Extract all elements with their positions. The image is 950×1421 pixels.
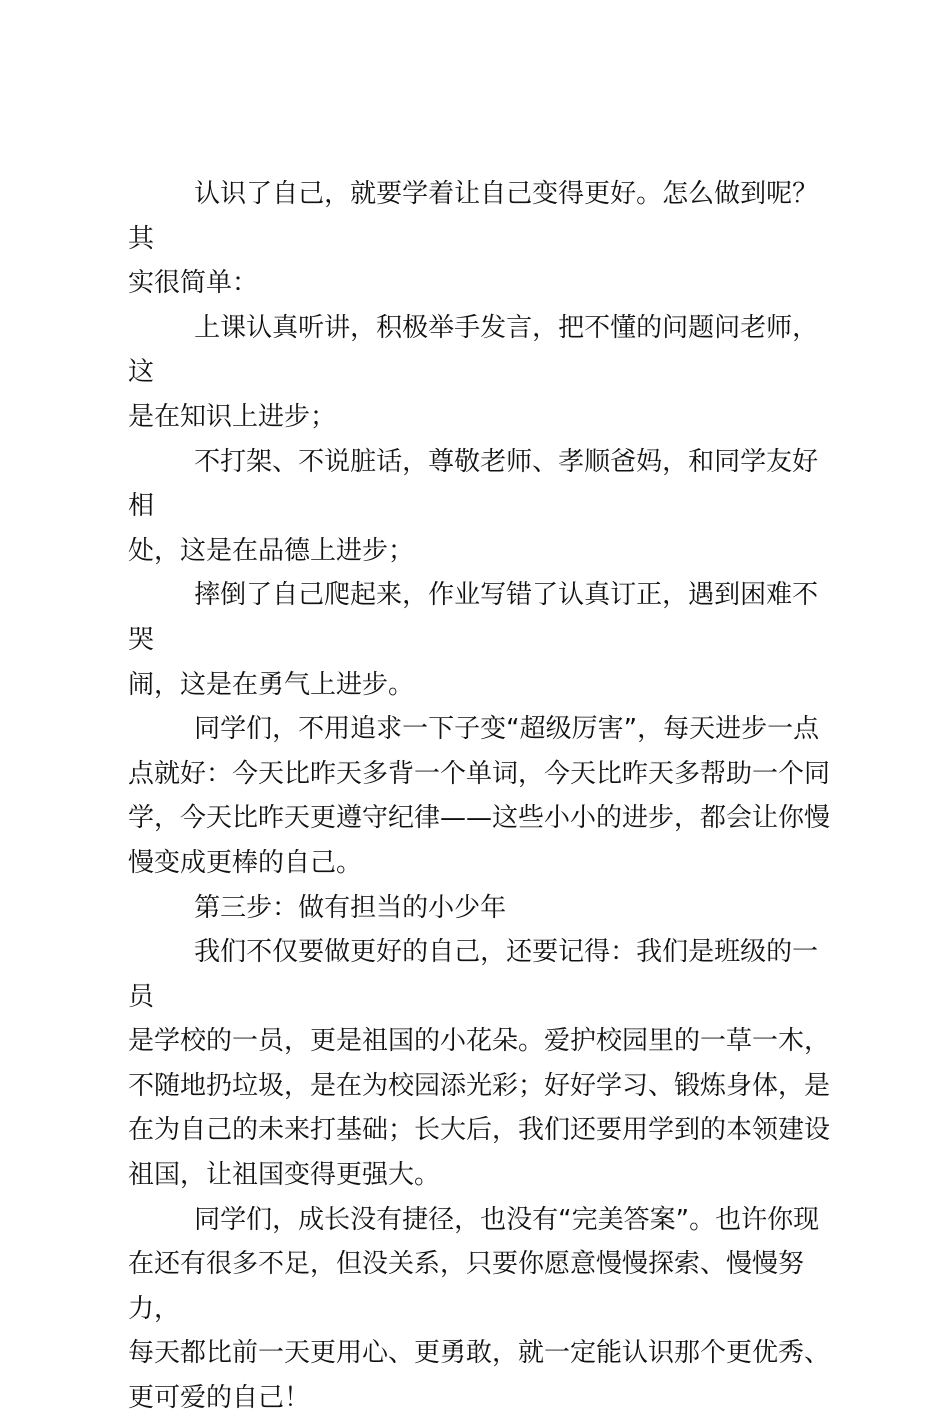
paragraph-improve-yourself: 认识了自己，就要学着让自己变得更好。怎么做到呢？其 实很简单： [128, 179, 819, 299]
paragraph-knowledge-progress: 上课认真听讲，积极举手发言，把不懂的问题问老师，这 是在知识上进步； [128, 312, 819, 432]
paragraph-daily-progress: 同学们，不用追求一下子变“超级厉害”，每天进步一点 点就好：今天比昨天多背一个单词，今天比昨天多帮助一个同 学，今天比昨天更遵守纪律——这些小小的进步，都会让你慢 慢变成更棒的自己。 [128, 714, 831, 878]
paragraph-morality-progress: 不打架、不说脏话，尊敬老师、孝顺爸妈，和同学友好相 处，这是在品德上进步； [128, 446, 819, 566]
paragraph-responsibility: 我们不仅要做更好的自己，还要记得：我们是班级的一员 是学校的一员，更是祖国的小花朵。爱护校园里的一草一木， 不随地扔垃圾，是在为校园添光彩；好好学习、锻炼身体，是 在为自己的未来打基础；长大后，我们还要用学到的本领建设 祖国，让祖国变得更强大。 [128, 937, 831, 1191]
paragraph-courage-progress: 摔倒了自己爬起来，作业写错了认真订正，遇到困难不哭 闹，这是在勇气上进步。 [128, 580, 819, 700]
paragraph-conclusion: 同学们，成长没有捷径，也没有“完美答案”。也许你现 在还有很多不足，但没关系，只要你愿意慢慢探索、慢慢努力， 每天都比前一天更用心、更勇敢，就一定能认识那个更优秀、 更可爱的自己！ [128, 1204, 831, 1414]
section-heading-step-three: 第三步：做有担当的小少年 [128, 892, 507, 923]
document-body [128, 172, 840, 1421]
